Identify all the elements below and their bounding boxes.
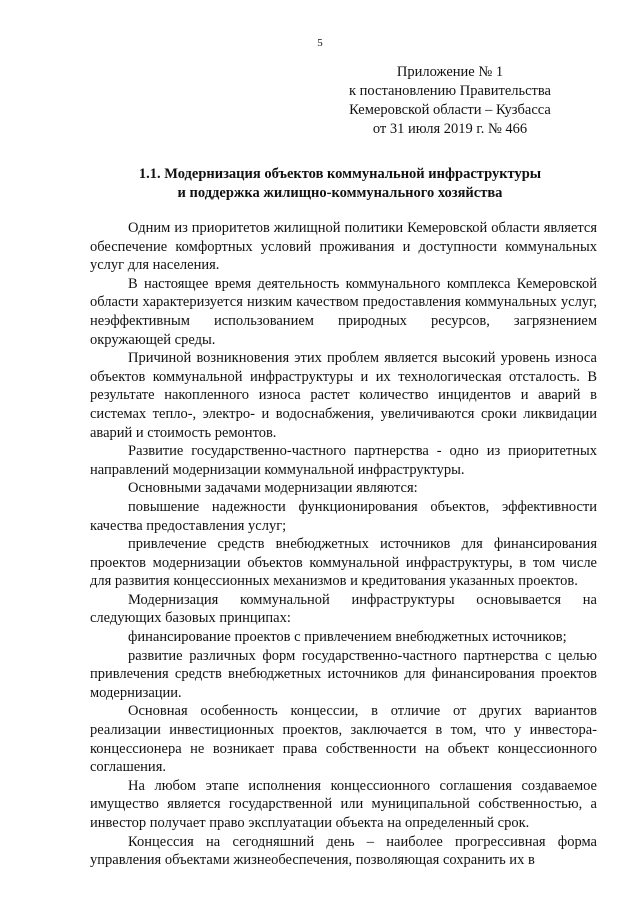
paragraph: финансирование проектов с привлечением внебюджетных источников;	[128, 629, 567, 646]
paragraph: развитие различных форм государственно-частного партнерства с целью привлечения средств внебюджетных источников для финансирования проектов модернизации.	[90, 647, 597, 701]
appendix-line: к постановлению Правительства	[349, 83, 551, 99]
paragraph: В настоящее время деятельность коммунального комплекса Кемеровской области характеризуется низким качеством предоставления коммунальных услуг, неэффективным использованием природных ресурсов, загрязнением окружающей среды.	[90, 275, 597, 348]
section-title	[80, 165, 600, 203]
appendix-line: Кемеровской области – Кузбасса	[349, 102, 551, 118]
paragraph: Основными задачами модернизации являются:	[128, 480, 418, 497]
body-text	[90, 219, 597, 870]
paragraph: Концессия на сегодняшний день – наиболее прогрессивная форма управления объектами жизнеобеспечения, позволяющая сохранить их в	[90, 833, 597, 869]
paragraph: привлечение средств внебюджетных источников для финансирования проектов модернизации объектов коммунальной инфраструктуры, в том числе для развития концессионных механизмов и кредитования указанных проектов.	[90, 536, 597, 590]
paragraph: Причиной возникновения этих проблем является высокий уровень износа объектов коммунальной инфраструктуры и их технологическая отсталость. В результате накопленного износа растет количество инцидентов и аварий в системах тепло-, электро- и водоснабжения, увеличиваются сроки ликвидации аварий и стоимость ремонтов.	[90, 350, 597, 441]
paragraph: Одним из приоритетов жилищной политики Кемеровской области является обеспечение комфортных условий проживания и доступности коммунальных услуг для населения.	[90, 220, 597, 274]
paragraph: Развитие государственно-частного партнерства - одно из приоритетных направлений модернизации коммунальной инфраструктуры.	[90, 443, 597, 478]
paragraph: На любом этапе исполнения концессионного соглашения создаваемое имущество является государственной или муниципальной собственностью, а инвестор получает право эксплуатации объекта на определенный срок.	[90, 777, 597, 831]
section-title-line: и поддержка жилищно-коммунального хозяйства	[177, 185, 503, 201]
paragraph: Основная особенность концессии, в отличие от других вариантов реализации инвестиционных проектов, заключается в том, что у инвестора-концессионера не возникает права собственности на объект концессионного соглашения.	[90, 703, 597, 776]
appendix-line: Приложение № 1	[396, 64, 504, 80]
appendix-header	[300, 63, 600, 139]
paragraph: повышение надежности функционирования объектов, эффективности качества предоставления услуг;	[90, 498, 597, 534]
section-title-line: 1.1. Модернизация объектов коммунальной инфраструктуры	[138, 166, 542, 182]
paragraph: Модернизация коммунальной инфраструктуры основывается на следующих базовых принципах:	[90, 591, 597, 627]
page-number: 5	[317, 37, 323, 49]
appendix-line: от 31 июля 2019 г. № 466	[372, 121, 528, 137]
